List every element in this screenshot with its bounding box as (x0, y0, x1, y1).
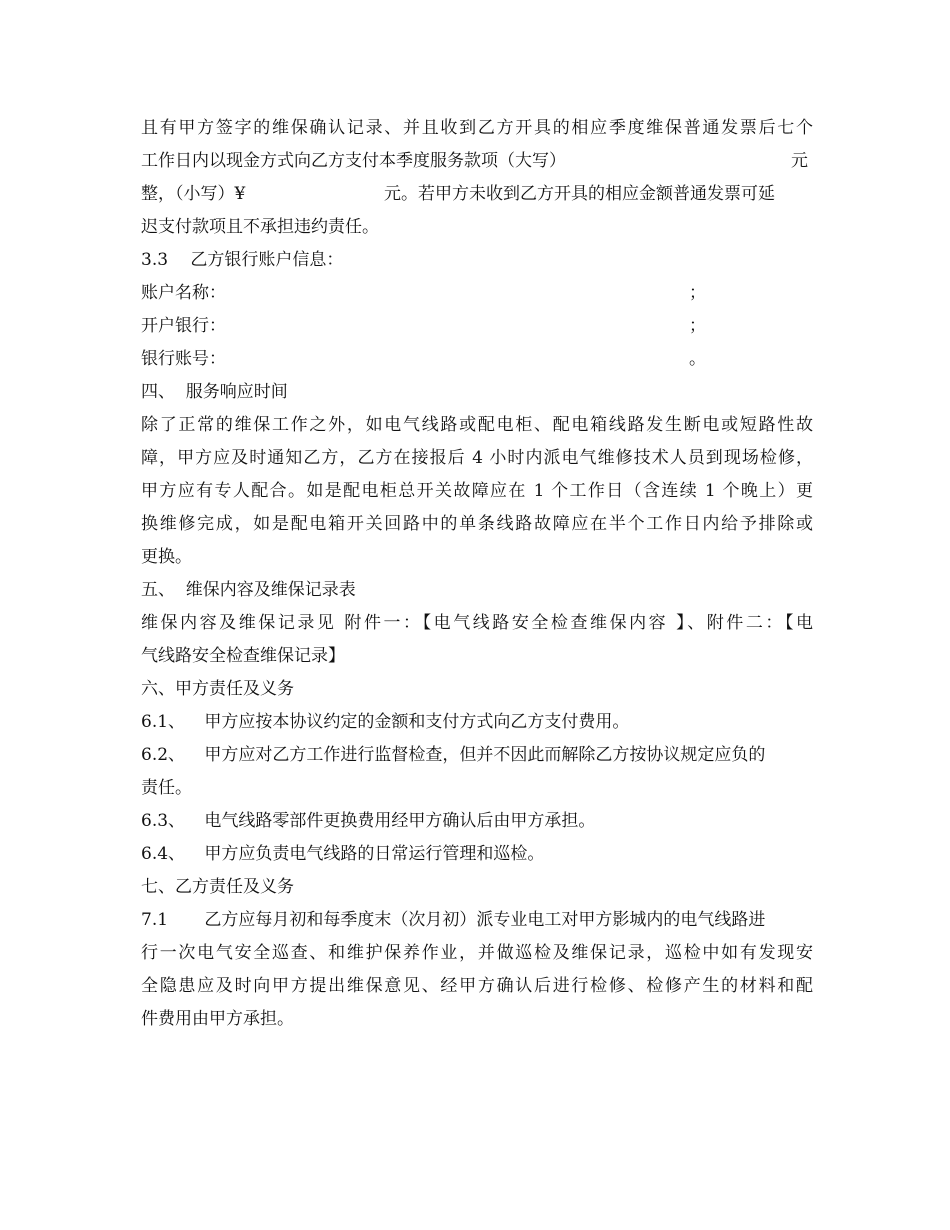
item-text: 甲方应按本协议约定的金额和支付方式向乙方支付费用。 (204, 712, 630, 732)
bank-name-row (141, 310, 813, 343)
section-6-item-1 (141, 706, 813, 739)
section-6-item-2 (141, 739, 813, 772)
payment-line-3-rest: 元。若甲方未收到乙方开具的相应金额普通发票可延 (384, 184, 775, 204)
bank-name-label: 开户银行： (141, 316, 226, 336)
bank-account-name-row (141, 277, 813, 310)
item-number: 6.1、 (141, 712, 186, 732)
section-7-line-4: 件费用由甲方承担。 (141, 1009, 294, 1029)
item-text: 甲方应对乙方工作进行监督检查，但并不因此而解除乙方按协议规定应负的 (204, 745, 766, 765)
item-text: 乙方应每月初和每季度末（次月初）派专业电工对甲方影城内的电气线路进 (204, 910, 766, 930)
item-number: 6.2、 (141, 745, 186, 765)
bank-heading (141, 244, 813, 277)
section-7-line-3: 全隐患应及时向甲方提出维保意见、经甲方确认后进行检修、检修产生的材料和配 (141, 976, 813, 996)
bank-account-name-end: ； (689, 283, 706, 303)
section-4-line-3: 甲方应有专人配合。如是配电柜总开关故障应在 1 个工作日（含连续 1 个晚上）更 (141, 481, 813, 501)
section-5-line-1: 维保内容及维保记录见 附件一：【电气线路安全检查维保内容 】、附件二：【电 (141, 613, 813, 633)
payment-line-2 (141, 145, 813, 178)
section-7-heading: 七、乙方责任及义务 (141, 877, 294, 897)
section-5-line-2: 气线路安全检查维保记录】 (141, 646, 345, 666)
bank-account-no-label: 银行账号： (141, 349, 226, 369)
section-6-heading: 六、甲方责任及义务 (141, 679, 294, 699)
section-4-heading: 四、 服务响应时间 (141, 382, 288, 402)
bank-account-no-end: 。 (689, 349, 706, 369)
item-text: 电气线路零部件更换费用经甲方确认后由甲方承担。 (204, 811, 596, 831)
item-number: 6.3、 (141, 811, 186, 831)
section-5-heading: 五、 维保内容及维保记录表 (141, 580, 356, 600)
payment-unit-yuan: 元 (791, 151, 808, 171)
bank-account-name-label: 账户名称： (141, 283, 226, 303)
section-7-line-2: 行一次电气安全巡查、和维护保养作业，并做巡检及维保记录，巡检中如有发现安 (141, 943, 813, 963)
section-4-line-4: 换维修完成，如是配电箱开关回路中的单条线路故障应在半个工作日内给予排除或 (141, 514, 813, 534)
bank-heading-text: 乙方银行账户信息： (190, 250, 344, 270)
item-number: 7.1 (141, 910, 169, 930)
section-4-line-5: 更换。 (141, 547, 192, 567)
bank-name-end: ； (689, 316, 706, 336)
payment-amount-figures-label: 整，（小写）¥ (141, 184, 246, 204)
section-6-item-4 (141, 838, 813, 871)
payment-line-1: 且有甲方签字的维保确认记录、并且收到乙方开具的相应季度维保普通发票后七个 (141, 118, 813, 138)
document-page (141, 112, 813, 1036)
bank-account-no-row (141, 343, 813, 376)
payment-line-4: 迟支付款项且不承担违约责任。 (141, 217, 379, 237)
item-number: 6.4、 (141, 844, 186, 864)
section-4-line-1: 除了正常的维保工作之外，如电气线路或配电柜、配电箱线路发生断电或短路性故 (141, 415, 813, 435)
section-4-line-2: 障，甲方应及时通知乙方，乙方在接报后 4 小时内派电气维修技术人员到现场检修， (141, 448, 813, 468)
section-6-item-2-cont: 责任。 (141, 778, 192, 798)
section-6-item-3 (141, 805, 813, 838)
section-7-line-1 (141, 904, 813, 937)
bank-section-number: 3.3 (141, 250, 169, 270)
payment-amount-words-label: 工作日内以现金方式向乙方支付本季度服务款项（大写） (141, 151, 566, 171)
item-text: 甲方应负责电气线路的日常运行管理和巡检。 (204, 844, 545, 864)
payment-line-3 (141, 178, 813, 211)
